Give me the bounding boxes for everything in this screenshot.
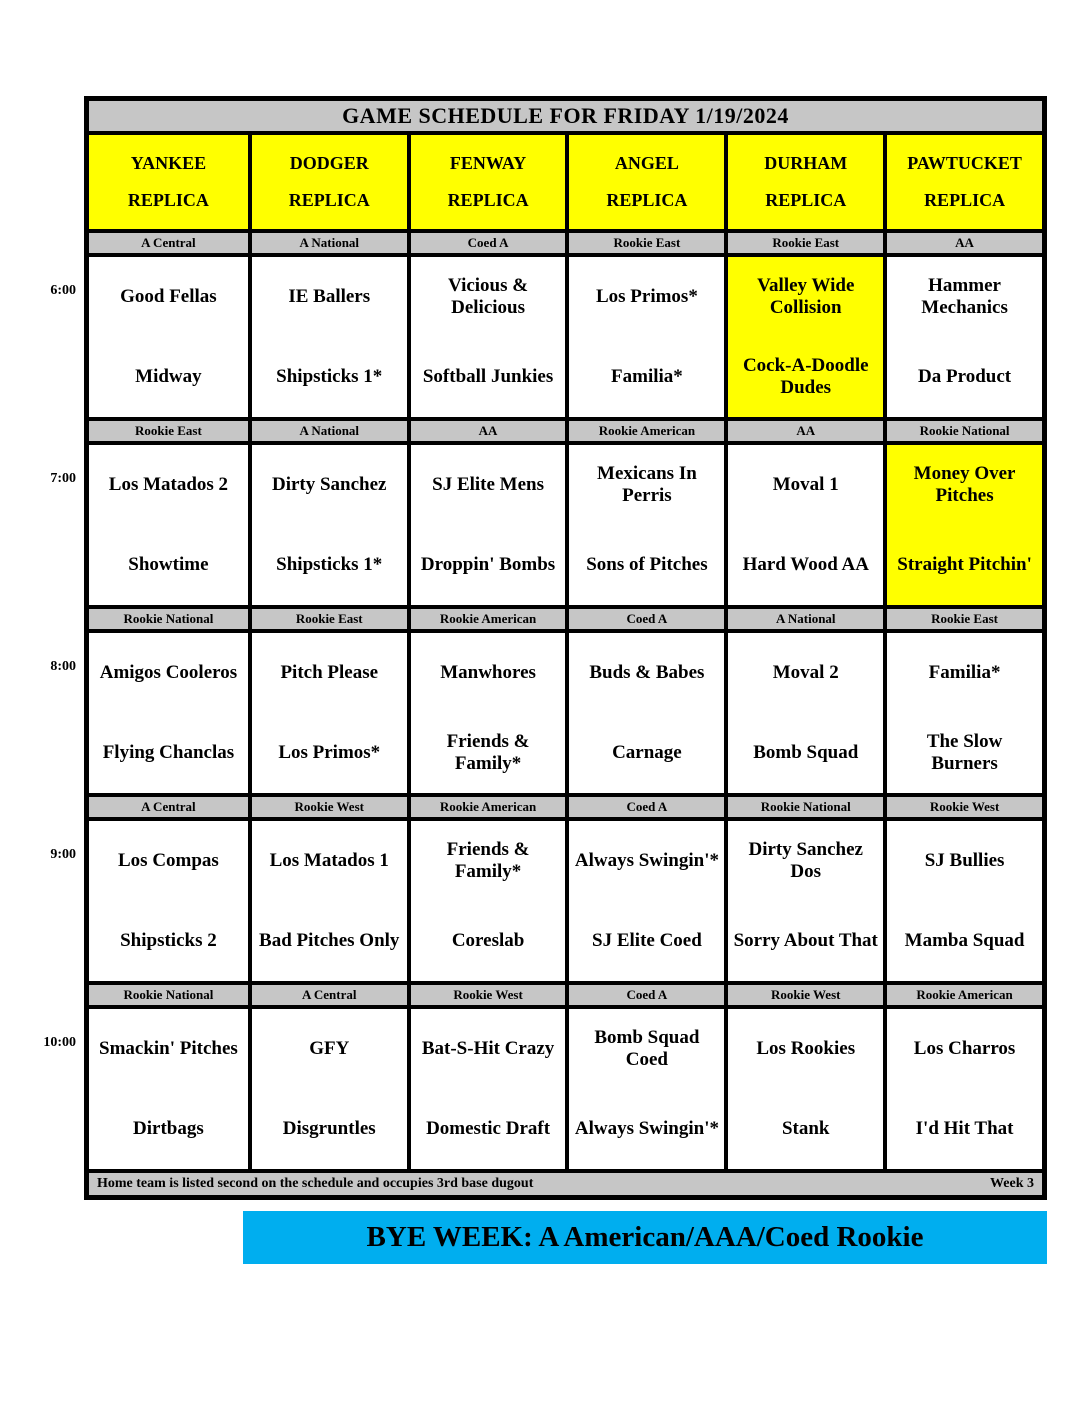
division-row-1000 (89, 981, 1042, 1005)
division-row-700 (89, 417, 1042, 441)
field-name: YANKEE (130, 153, 207, 173)
away-team: Amigos Cooleros (99, 662, 238, 684)
division-label: Coed A (565, 985, 724, 1005)
away-team: Los Matados 1 (269, 850, 389, 872)
game-cell (89, 633, 248, 793)
field-header-yankee (89, 135, 248, 229)
division-label: Rookie East (89, 421, 248, 441)
game-cell (407, 821, 566, 981)
home-team: Mamba Squad (904, 930, 1025, 952)
division-row-800 (89, 605, 1042, 629)
game-cell (89, 1009, 248, 1169)
away-team: Money Over Pitches (913, 463, 1016, 506)
home-team: Stank (781, 1118, 830, 1140)
game-cell (724, 633, 883, 793)
away-team: Friends & Family* (446, 839, 530, 882)
away-team: Bat-S-Hit Crazy (421, 1038, 555, 1060)
game-cell (89, 821, 248, 981)
home-team: Straight Pitchin' (897, 554, 1032, 576)
field-name: FENWAY (449, 153, 527, 173)
field-suffix: REPLICA (606, 190, 688, 210)
game-cell (407, 257, 566, 417)
division-label: Rookie East (248, 609, 407, 629)
game-cell (407, 633, 566, 793)
away-team: Mexicans In Perris (597, 463, 697, 506)
game-cell (565, 821, 724, 981)
division-label: Rookie American (407, 797, 566, 817)
game-cell (89, 445, 248, 605)
game-cell (883, 633, 1042, 793)
away-team: Pitch Please (280, 662, 379, 684)
away-team: Good Fellas (120, 286, 217, 308)
away-team: Vicious & Delicious (448, 275, 529, 318)
time-label-9: 9:00 (50, 847, 76, 862)
home-team: Hard Wood AA (742, 554, 869, 576)
game-cell (407, 445, 566, 605)
division-label: Coed A (407, 233, 566, 253)
division-label: A National (248, 233, 407, 253)
field-name: ANGEL (614, 153, 679, 173)
time-label-8: 8:00 (50, 659, 76, 674)
division-label: Rookie American (565, 421, 724, 441)
field-suffix: REPLICA (127, 190, 209, 210)
home-team: Sons of Pitches (586, 554, 708, 576)
home-team: Sorry About That (733, 930, 878, 952)
home-team: Softball Junkies (422, 366, 554, 388)
division-label: Rookie West (407, 985, 566, 1005)
division-label: A Central (248, 985, 407, 1005)
division-label: A National (724, 609, 883, 629)
division-label: Rookie East (724, 233, 883, 253)
game-cell (89, 257, 248, 417)
away-team: SJ Elite Mens (432, 474, 545, 496)
field-suffix: REPLICA (924, 190, 1006, 210)
division-label: Rookie West (883, 797, 1042, 817)
away-team: Los Primos* (595, 286, 698, 308)
game-cell (565, 1009, 724, 1169)
field-suffix: REPLICA (288, 190, 370, 210)
game-cell (565, 257, 724, 417)
home-team: Disgruntles (282, 1118, 376, 1140)
division-label: Coed A (565, 609, 724, 629)
home-team: Friends & Family* (446, 731, 530, 774)
home-team: Los Primos* (278, 742, 381, 764)
home-team: Shipsticks 2 (120, 930, 217, 952)
field-name: DODGER (289, 153, 369, 173)
division-label: Rookie American (883, 985, 1042, 1005)
home-team: Coreslab (451, 930, 525, 952)
division-label: A Central (89, 233, 248, 253)
field-header-durham (724, 135, 883, 229)
home-team: Cock-A-Doodle Dudes (742, 355, 869, 398)
home-team-note: Home team is listed second on the schedule and occupies 3rd base dugout (97, 1176, 534, 1191)
schedule-title: GAME SCHEDULE FOR FRIDAY 1/19/2024 (89, 101, 1042, 131)
division-label: Rookie National (724, 797, 883, 817)
game-cell (883, 1009, 1042, 1169)
division-label: Rookie East (565, 233, 724, 253)
field-suffix: REPLICA (765, 190, 847, 210)
division-label: AA (883, 233, 1042, 253)
game-cell-highlighted (883, 445, 1042, 605)
game-row-700 (89, 441, 1042, 605)
home-team: Carnage (612, 742, 682, 764)
field-suffix: REPLICA (447, 190, 529, 210)
home-team: Flying Chanclas (102, 742, 235, 764)
home-team: The Slow Burners (926, 731, 1003, 774)
field-header-pawtucket (883, 135, 1042, 229)
home-team: Droppin' Bombs (420, 554, 556, 576)
division-label: AA (724, 421, 883, 441)
division-label: Rookie National (89, 609, 248, 629)
away-team: Los Rookies (756, 1038, 856, 1060)
home-team: Da Product (918, 366, 1012, 388)
division-row-600 (89, 229, 1042, 253)
schedule-table (84, 96, 1047, 1200)
division-label: AA (407, 421, 566, 441)
home-team: SJ Elite Coed (592, 930, 702, 952)
away-team: IE Ballers (288, 286, 371, 308)
game-cell (565, 633, 724, 793)
away-team: Bomb Squad Coed (594, 1027, 700, 1070)
away-team: Smackin' Pitches (99, 1038, 238, 1060)
game-cell (883, 257, 1042, 417)
division-label: Coed A (565, 797, 724, 817)
game-cell (724, 821, 883, 981)
field-header-fenway (407, 135, 566, 229)
home-team: Always Swingin'* (574, 1118, 719, 1140)
game-cell (248, 821, 407, 981)
game-cell (248, 1009, 407, 1169)
division-row-900 (89, 793, 1042, 817)
bye-week-banner: BYE WEEK: A American/AAA/Coed Rookie (243, 1211, 1047, 1264)
time-label-7: 7:00 (50, 471, 76, 486)
home-team: Shipsticks 1* (276, 554, 383, 576)
game-cell (407, 1009, 566, 1169)
away-team: Manwhores (440, 662, 536, 684)
home-team: I'd Hit That (915, 1118, 1014, 1140)
away-team: Hammer Mechanics (921, 275, 1008, 318)
division-label: Rookie West (724, 985, 883, 1005)
home-team: Showtime (128, 554, 209, 576)
away-team: Dirty Sanchez (271, 474, 387, 496)
game-cell (248, 445, 407, 605)
time-label-6: 6:00 (50, 283, 76, 298)
away-team: Moval 2 (772, 662, 839, 684)
home-team: Midway (135, 366, 202, 388)
game-row-900 (89, 817, 1042, 981)
game-row-1000 (89, 1005, 1042, 1169)
field-header-dodger (248, 135, 407, 229)
away-team: GFY (309, 1038, 350, 1060)
home-team: Dirtbags (133, 1118, 204, 1140)
field-header-row (89, 131, 1042, 229)
field-name: PAWTUCKET (907, 153, 1022, 173)
game-cell (565, 445, 724, 605)
away-team: Dirty Sanchez Dos (748, 839, 863, 882)
away-team: SJ Bullies (924, 850, 1005, 872)
game-cell (248, 633, 407, 793)
field-name: DURHAM (764, 153, 848, 173)
home-team: Bomb Squad (753, 742, 859, 764)
away-team: Los Matados 2 (108, 474, 229, 496)
game-cell (248, 257, 407, 417)
game-row-600 (89, 253, 1042, 417)
away-team: Los Compas (118, 850, 219, 872)
division-label: A National (248, 421, 407, 441)
time-label-10: 10:00 (43, 1035, 76, 1050)
away-team: Familia* (928, 662, 1001, 684)
away-team: Moval 1 (772, 474, 839, 496)
game-cell (724, 445, 883, 605)
footer-row (89, 1169, 1042, 1195)
home-team: Bad Pitches Only (259, 930, 400, 952)
home-team: Domestic Draft (426, 1118, 551, 1140)
away-team: Buds & Babes (589, 662, 705, 684)
division-label: A Central (89, 797, 248, 817)
home-team: Shipsticks 1* (276, 366, 383, 388)
division-label: Rookie East (883, 609, 1042, 629)
division-label: Rookie National (883, 421, 1042, 441)
away-team: Los Charros (913, 1038, 1016, 1060)
week-number: Week 3 (990, 1176, 1034, 1191)
game-row-800 (89, 629, 1042, 793)
division-label: Rookie American (407, 609, 566, 629)
away-team: Valley Wide Collision (757, 275, 855, 318)
field-header-angel (565, 135, 724, 229)
division-label: Rookie National (89, 985, 248, 1005)
game-cell (724, 1009, 883, 1169)
game-cell (883, 821, 1042, 981)
division-label: Rookie West (248, 797, 407, 817)
away-team: Always Swingin'* (574, 850, 719, 872)
game-cell-highlighted (724, 257, 883, 417)
home-team: Familia* (611, 366, 683, 388)
